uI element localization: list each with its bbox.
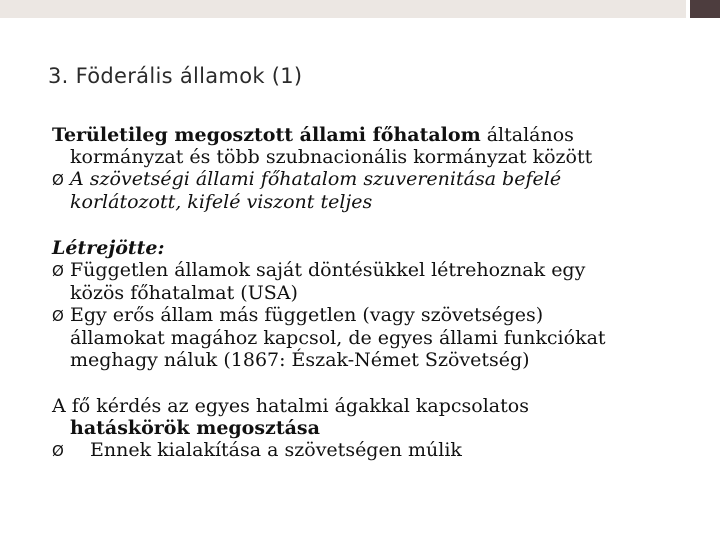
bullet-arrow-icon: Ø bbox=[52, 307, 64, 325]
paragraph-1-rest: általános bbox=[480, 124, 574, 146]
paragraph-1-line-2: kormányzat és több szubnacionális kormányzat között bbox=[70, 146, 593, 168]
bullet-arrow-icon: Ø bbox=[52, 442, 64, 460]
paragraph-1-line-1 bbox=[52, 124, 692, 146]
slide-body bbox=[52, 124, 692, 462]
paragraph-1-bullet-line-2: korlátozott, kifelé viszont teljes bbox=[70, 191, 373, 213]
paragraph-3-line-1: A fő kérdés az egyes hatalmi ágakkal kapcsolatos bbox=[52, 395, 529, 417]
paragraph-2-heading: Létrejötte: bbox=[52, 237, 165, 259]
bullet-arrow-icon: Ø bbox=[52, 171, 64, 189]
paragraph-2-bullet-2-line-2: államokat magához kapcsol, de egyes állami funkciókat bbox=[70, 327, 606, 349]
top-decor-bar bbox=[0, 0, 688, 18]
paragraph-1-bullet: Ø A szövetségi állami főhatalom szuverenitása befelé bbox=[52, 168, 562, 190]
slide-title: 3. Föderális államok (1) bbox=[48, 64, 303, 88]
bullet-arrow-icon: Ø bbox=[52, 262, 64, 280]
paragraph-2-bullet-2: Ø Egy erős állam más független (vagy szövetséges) bbox=[52, 304, 544, 326]
paragraph-2-bullet-2-line-3: meghagy náluk (1867: Észak-Német Szövetség) bbox=[70, 349, 530, 371]
paragraph-1-bold: Területileg megosztott állami főhatalom bbox=[52, 124, 481, 146]
paragraph-3-line-2: hatáskörök megosztása bbox=[70, 417, 320, 439]
paragraph-2-bullet-1-line-2: közös főhatalmat (USA) bbox=[70, 282, 298, 304]
paragraph-2-bullet-1: Ø Független államok saját döntésükkel létrehoznak egy bbox=[52, 259, 586, 281]
top-decor-accent bbox=[690, 0, 720, 18]
paragraph-3-bullet: Ø Ennek kialakítása a szövetségen múlik bbox=[52, 439, 462, 461]
